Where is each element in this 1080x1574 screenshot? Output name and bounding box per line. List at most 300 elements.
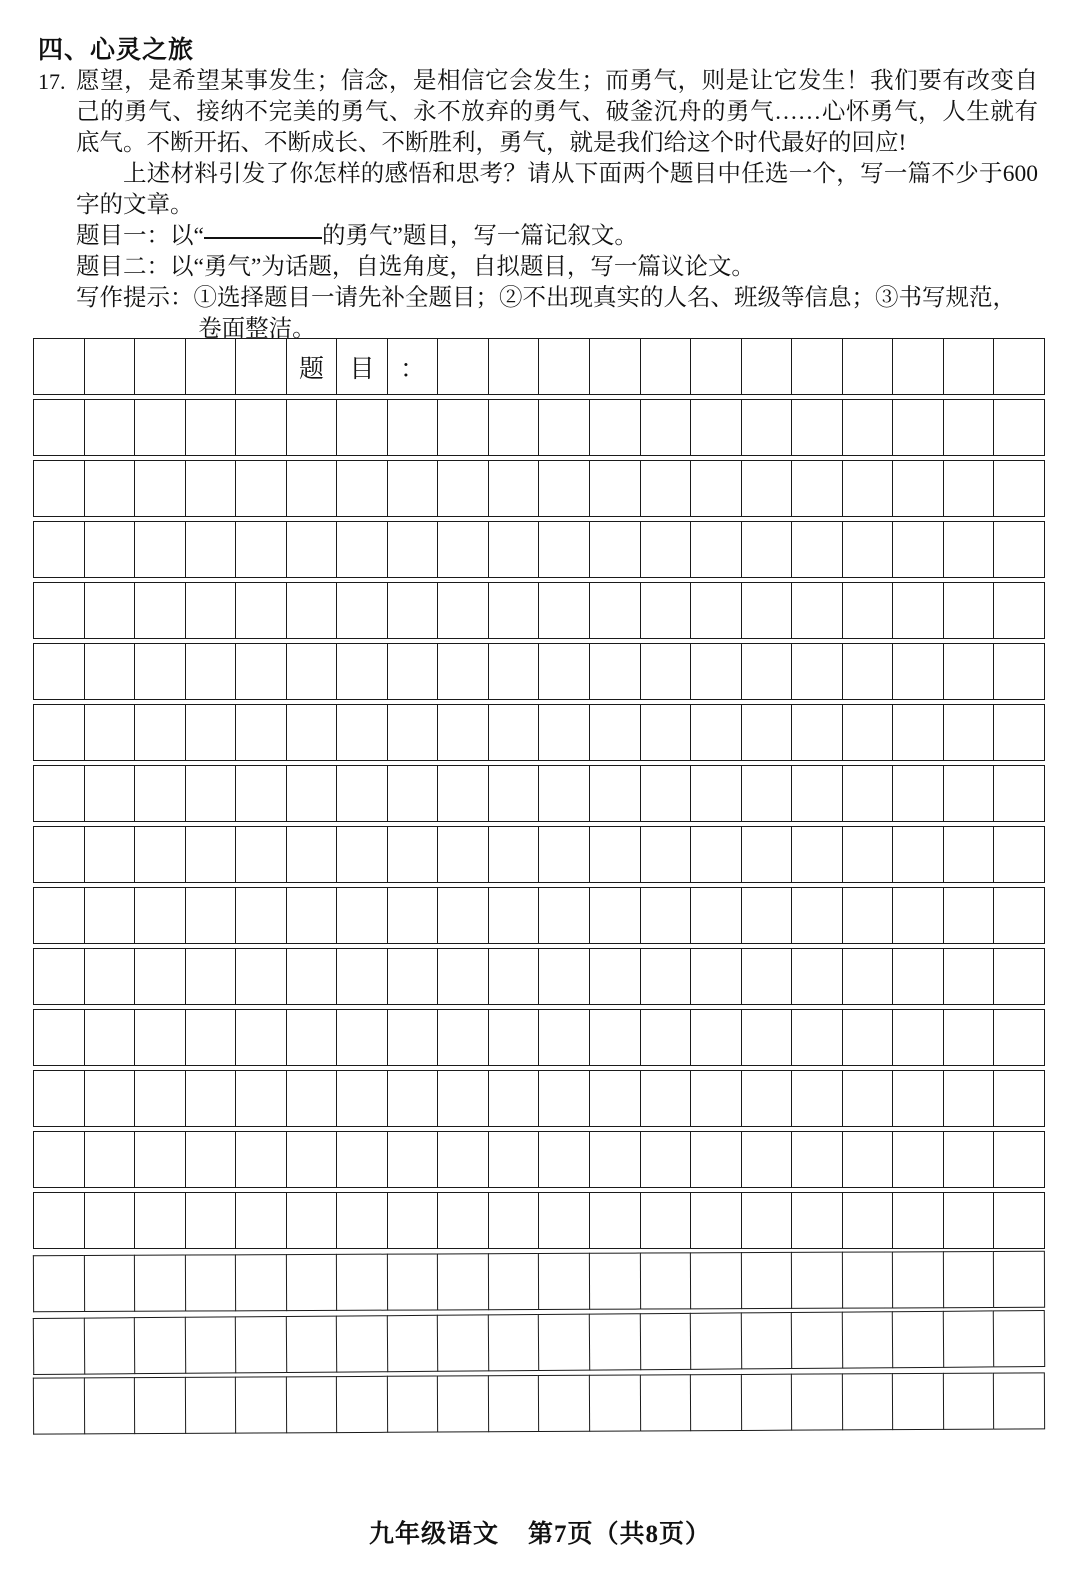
grid-cell[interactable] bbox=[640, 1131, 691, 1188]
grid-row[interactable] bbox=[33, 1192, 1045, 1249]
grid-cell[interactable] bbox=[336, 1131, 387, 1188]
grid-cell[interactable] bbox=[437, 582, 488, 639]
grid-row[interactable] bbox=[33, 521, 1045, 578]
grid-cell[interactable] bbox=[235, 704, 286, 761]
grid-cell[interactable] bbox=[33, 338, 84, 395]
grid-row[interactable] bbox=[33, 826, 1045, 883]
grid-cell[interactable] bbox=[842, 765, 893, 822]
grid-cell[interactable] bbox=[791, 826, 842, 883]
grid-cell[interactable] bbox=[33, 1131, 84, 1188]
grid-cell[interactable] bbox=[538, 704, 589, 761]
grid-cell[interactable] bbox=[387, 521, 438, 578]
grid-cell[interactable] bbox=[33, 765, 84, 822]
grid-cell[interactable] bbox=[235, 521, 286, 578]
grid-cell[interactable] bbox=[690, 765, 741, 822]
grid-cell[interactable] bbox=[185, 582, 236, 639]
grid-cell[interactable] bbox=[235, 948, 286, 1005]
grid-cell[interactable] bbox=[83, 1377, 134, 1434]
grid-cell[interactable] bbox=[538, 1131, 589, 1188]
grid-cell[interactable] bbox=[538, 460, 589, 517]
grid-cell[interactable] bbox=[993, 887, 1045, 944]
grid-cell[interactable] bbox=[387, 399, 438, 456]
grid-cell[interactable] bbox=[842, 1373, 893, 1430]
grid-cell[interactable] bbox=[690, 826, 741, 883]
grid-cell[interactable] bbox=[791, 1312, 842, 1369]
grid-cell[interactable] bbox=[437, 704, 488, 761]
grid-cell[interactable] bbox=[134, 1070, 185, 1127]
grid-cell[interactable] bbox=[943, 521, 994, 578]
grid-cell[interactable] bbox=[640, 1070, 691, 1127]
grid-cell[interactable] bbox=[185, 1070, 236, 1127]
grid-cell[interactable] bbox=[387, 887, 438, 944]
grid-cell[interactable] bbox=[741, 1374, 792, 1431]
grid-cell[interactable] bbox=[235, 399, 286, 456]
grid-cell[interactable] bbox=[741, 338, 792, 395]
grid-cell[interactable] bbox=[892, 521, 943, 578]
grid-cell[interactable] bbox=[842, 1009, 893, 1066]
grid-cell[interactable] bbox=[387, 704, 438, 761]
grid-cell[interactable] bbox=[33, 1070, 84, 1127]
grid-cell[interactable] bbox=[286, 765, 337, 822]
grid-cell[interactable] bbox=[589, 1253, 640, 1310]
grid-cell[interactable] bbox=[640, 1009, 691, 1066]
grid-cell[interactable] bbox=[286, 1254, 337, 1311]
grid-cell[interactable] bbox=[993, 399, 1045, 456]
grid-cell[interactable] bbox=[640, 948, 691, 1005]
grid-cell[interactable] bbox=[134, 1131, 185, 1188]
grid-cell[interactable] bbox=[185, 460, 236, 517]
grid-cell[interactable] bbox=[538, 1070, 589, 1127]
grid-cell[interactable] bbox=[690, 948, 741, 1005]
grid-cell[interactable] bbox=[33, 887, 84, 944]
grid-cell[interactable] bbox=[387, 460, 438, 517]
grid-row[interactable] bbox=[33, 887, 1045, 944]
grid-cell[interactable]: 目 bbox=[336, 338, 387, 395]
grid-cell[interactable] bbox=[336, 582, 387, 639]
grid-cell[interactable] bbox=[993, 1192, 1045, 1249]
grid-cell[interactable] bbox=[791, 399, 842, 456]
grid-cell[interactable] bbox=[842, 1070, 893, 1127]
grid-cell[interactable] bbox=[488, 1375, 539, 1432]
grid-row[interactable] bbox=[33, 643, 1045, 700]
grid-cell[interactable] bbox=[134, 1192, 185, 1249]
grid-cell[interactable] bbox=[892, 338, 943, 395]
grid-cell[interactable] bbox=[286, 948, 337, 1005]
grid-cell[interactable] bbox=[185, 1131, 236, 1188]
grid-cell[interactable] bbox=[943, 826, 994, 883]
grid-cell[interactable] bbox=[791, 948, 842, 1005]
grid-cell[interactable] bbox=[84, 1192, 135, 1249]
grid-cell[interactable] bbox=[791, 643, 842, 700]
grid-cell[interactable] bbox=[286, 1131, 337, 1188]
grid-cell[interactable] bbox=[185, 704, 236, 761]
grid-cell[interactable] bbox=[437, 460, 488, 517]
grid-cell[interactable] bbox=[185, 1254, 236, 1311]
grid-cell[interactable] bbox=[943, 643, 994, 700]
grid-cell[interactable] bbox=[185, 399, 236, 456]
grid-cell[interactable] bbox=[892, 1131, 943, 1188]
grid-cell[interactable] bbox=[943, 948, 994, 1005]
grid-cell[interactable] bbox=[33, 1377, 84, 1434]
grid-cell[interactable] bbox=[640, 582, 691, 639]
grid-cell[interactable] bbox=[286, 1070, 337, 1127]
grid-cell[interactable] bbox=[84, 460, 135, 517]
grid-cell[interactable] bbox=[33, 582, 84, 639]
grid-cell[interactable]: 题 bbox=[286, 338, 337, 395]
grid-cell[interactable] bbox=[488, 1314, 539, 1371]
grid-cell[interactable] bbox=[892, 1070, 943, 1127]
grid-cell[interactable] bbox=[83, 1255, 134, 1312]
grid-cell[interactable] bbox=[235, 1254, 286, 1311]
grid-cell[interactable] bbox=[286, 582, 337, 639]
grid-cell[interactable] bbox=[842, 948, 893, 1005]
grid-cell[interactable] bbox=[741, 948, 792, 1005]
grid-cell[interactable] bbox=[892, 1192, 943, 1249]
grid-cell[interactable] bbox=[488, 948, 539, 1005]
grid-cell[interactable] bbox=[640, 338, 691, 395]
grid-cell[interactable] bbox=[437, 399, 488, 456]
grid-cell[interactable] bbox=[84, 643, 135, 700]
grid-cell[interactable] bbox=[387, 1315, 438, 1372]
grid-cell[interactable] bbox=[943, 765, 994, 822]
grid-cell[interactable] bbox=[589, 887, 640, 944]
grid-cell[interactable] bbox=[286, 1192, 337, 1249]
grid-cell[interactable] bbox=[993, 704, 1045, 761]
grid-cell[interactable] bbox=[33, 826, 84, 883]
grid-cell[interactable] bbox=[639, 1313, 690, 1370]
grid-cell[interactable] bbox=[235, 582, 286, 639]
grid-cell[interactable] bbox=[791, 1373, 842, 1430]
grid-cell[interactable] bbox=[538, 1314, 589, 1371]
grid-cell[interactable] bbox=[589, 521, 640, 578]
grid-cell[interactable] bbox=[538, 887, 589, 944]
grid-cell[interactable] bbox=[589, 338, 640, 395]
grid-cell[interactable] bbox=[84, 1131, 135, 1188]
grid-cell[interactable] bbox=[488, 826, 539, 883]
grid-cell[interactable] bbox=[791, 1192, 842, 1249]
grid-cell[interactable] bbox=[690, 338, 741, 395]
grid-cell[interactable] bbox=[538, 338, 589, 395]
grid-cell[interactable] bbox=[589, 460, 640, 517]
grid-cell[interactable] bbox=[640, 704, 691, 761]
grid-cell[interactable] bbox=[286, 887, 337, 944]
grid-cell[interactable] bbox=[538, 1253, 589, 1310]
grid-cell[interactable] bbox=[134, 765, 185, 822]
grid-cell[interactable] bbox=[387, 948, 438, 1005]
grid-cell[interactable] bbox=[993, 460, 1045, 517]
grid-cell[interactable] bbox=[892, 1311, 943, 1368]
grid-cell[interactable] bbox=[993, 582, 1045, 639]
grid-cell[interactable] bbox=[437, 1375, 488, 1432]
grid-cell[interactable] bbox=[690, 399, 741, 456]
grid-cell[interactable] bbox=[33, 643, 84, 700]
grid-cell[interactable] bbox=[235, 887, 286, 944]
grid-cell[interactable] bbox=[336, 1376, 387, 1433]
grid-cell[interactable] bbox=[892, 1251, 943, 1308]
grid-cell[interactable] bbox=[993, 765, 1045, 822]
grid-cell[interactable] bbox=[943, 1310, 994, 1367]
grid-row[interactable] bbox=[33, 1131, 1045, 1188]
grid-cell[interactable] bbox=[488, 765, 539, 822]
grid-cell[interactable] bbox=[387, 1009, 438, 1066]
grid-cell[interactable] bbox=[134, 460, 185, 517]
grid-cell[interactable] bbox=[235, 1009, 286, 1066]
answer-grid[interactable] bbox=[33, 338, 1045, 1436]
grid-cell[interactable] bbox=[184, 1377, 235, 1434]
grid-cell[interactable] bbox=[943, 1373, 994, 1430]
grid-cell[interactable] bbox=[589, 1009, 640, 1066]
grid-cell[interactable] bbox=[538, 1192, 589, 1249]
grid-cell[interactable] bbox=[336, 1315, 387, 1372]
grid-row[interactable] bbox=[33, 1310, 1045, 1375]
grid-cell[interactable] bbox=[741, 399, 792, 456]
grid-cell[interactable] bbox=[791, 521, 842, 578]
grid-cell[interactable] bbox=[538, 399, 589, 456]
grid-cell[interactable] bbox=[185, 338, 236, 395]
grid-cell[interactable] bbox=[488, 582, 539, 639]
grid-cell[interactable] bbox=[741, 582, 792, 639]
grid-cell[interactable] bbox=[589, 1131, 640, 1188]
grid-cell[interactable] bbox=[336, 826, 387, 883]
grid-cell[interactable] bbox=[943, 704, 994, 761]
grid-cell[interactable] bbox=[589, 1192, 640, 1249]
grid-cell[interactable] bbox=[842, 1192, 893, 1249]
grid-cell[interactable] bbox=[84, 765, 135, 822]
grid-row[interactable] bbox=[33, 1070, 1045, 1127]
grid-cell[interactable] bbox=[387, 582, 438, 639]
grid-cell[interactable] bbox=[185, 948, 236, 1005]
grid-cell[interactable] bbox=[286, 1009, 337, 1066]
grid-cell[interactable] bbox=[842, 582, 893, 639]
grid-cell[interactable] bbox=[488, 338, 539, 395]
grid-cell[interactable] bbox=[892, 887, 943, 944]
grid-cell[interactable] bbox=[741, 765, 792, 822]
grid-cell[interactable] bbox=[336, 643, 387, 700]
grid-cell[interactable] bbox=[538, 948, 589, 1005]
grid-cell[interactable] bbox=[741, 887, 792, 944]
grid-cell[interactable] bbox=[741, 1009, 792, 1066]
grid-cell[interactable] bbox=[235, 826, 286, 883]
grid-cell[interactable] bbox=[235, 338, 286, 395]
grid-cell[interactable] bbox=[33, 1192, 84, 1249]
grid-cell[interactable] bbox=[690, 1131, 741, 1188]
grid-cell[interactable] bbox=[336, 887, 387, 944]
grid-cell[interactable] bbox=[84, 1070, 135, 1127]
grid-cell[interactable] bbox=[842, 704, 893, 761]
grid-cell[interactable] bbox=[488, 643, 539, 700]
grid-cell[interactable] bbox=[387, 1192, 438, 1249]
grid-cell[interactable] bbox=[639, 1374, 690, 1431]
grid-cell[interactable] bbox=[33, 1318, 84, 1375]
grid-cell[interactable] bbox=[842, 826, 893, 883]
grid-cell[interactable] bbox=[387, 1070, 438, 1127]
grid-cell[interactable] bbox=[791, 460, 842, 517]
grid-cell[interactable] bbox=[235, 1376, 286, 1433]
grid-cell[interactable] bbox=[993, 1372, 1045, 1429]
grid-cell[interactable] bbox=[488, 399, 539, 456]
grid-row[interactable] bbox=[33, 460, 1045, 517]
grid-cell[interactable] bbox=[791, 1252, 842, 1309]
grid-cell[interactable] bbox=[741, 1131, 792, 1188]
grid-cell[interactable] bbox=[235, 1316, 286, 1373]
grid-cell[interactable] bbox=[943, 1251, 994, 1308]
grid-cell[interactable] bbox=[33, 399, 84, 456]
grid-cell[interactable] bbox=[134, 582, 185, 639]
grid-cell[interactable] bbox=[690, 643, 741, 700]
grid-cell[interactable] bbox=[33, 1009, 84, 1066]
grid-cell[interactable] bbox=[993, 826, 1045, 883]
grid-cell[interactable] bbox=[943, 1192, 994, 1249]
grid-cell[interactable] bbox=[134, 1377, 185, 1434]
grid-cell[interactable] bbox=[286, 704, 337, 761]
grid-cell[interactable] bbox=[387, 643, 438, 700]
grid-cell[interactable] bbox=[185, 521, 236, 578]
grid-cell[interactable] bbox=[640, 399, 691, 456]
grid-row[interactable] bbox=[33, 1251, 1045, 1312]
grid-cell[interactable] bbox=[791, 704, 842, 761]
grid-cell[interactable] bbox=[488, 1070, 539, 1127]
grid-cell[interactable] bbox=[437, 1009, 488, 1066]
grid-cell[interactable] bbox=[690, 521, 741, 578]
grid-cell[interactable] bbox=[741, 1192, 792, 1249]
grid-cell[interactable] bbox=[741, 1252, 792, 1309]
grid-cell[interactable] bbox=[134, 643, 185, 700]
grid-cell[interactable] bbox=[993, 1009, 1045, 1066]
grid-cell[interactable] bbox=[336, 1009, 387, 1066]
grid-cell[interactable] bbox=[437, 521, 488, 578]
grid-cell[interactable] bbox=[690, 887, 741, 944]
grid-row[interactable] bbox=[33, 399, 1045, 456]
grid-cell[interactable] bbox=[538, 826, 589, 883]
grid-cell[interactable] bbox=[235, 643, 286, 700]
grid-cell[interactable] bbox=[943, 1070, 994, 1127]
grid-cell[interactable] bbox=[336, 765, 387, 822]
grid-cell[interactable] bbox=[538, 765, 589, 822]
grid-cell[interactable] bbox=[437, 1131, 488, 1188]
grid-cell[interactable] bbox=[842, 643, 893, 700]
grid-cell[interactable] bbox=[690, 1312, 741, 1369]
grid-cell[interactable] bbox=[134, 338, 185, 395]
grid-row[interactable] bbox=[33, 582, 1045, 639]
grid-cell[interactable] bbox=[993, 1310, 1045, 1367]
grid-cell[interactable] bbox=[640, 826, 691, 883]
grid-cell[interactable] bbox=[235, 1070, 286, 1127]
grid-cell[interactable] bbox=[993, 948, 1045, 1005]
grid-cell[interactable] bbox=[892, 704, 943, 761]
grid-cell[interactable] bbox=[185, 1192, 236, 1249]
grid-cell[interactable] bbox=[437, 826, 488, 883]
grid-cell[interactable] bbox=[892, 1009, 943, 1066]
grid-cell[interactable] bbox=[488, 1009, 539, 1066]
grid-cell[interactable] bbox=[134, 704, 185, 761]
grid-cell[interactable] bbox=[437, 948, 488, 1005]
grid-cell[interactable] bbox=[690, 1070, 741, 1127]
grid-cell[interactable] bbox=[84, 338, 135, 395]
grid-cell[interactable] bbox=[943, 1131, 994, 1188]
grid-cell[interactable] bbox=[134, 948, 185, 1005]
grid-cell[interactable] bbox=[336, 399, 387, 456]
grid-cell[interactable] bbox=[84, 948, 135, 1005]
grid-cell[interactable] bbox=[286, 826, 337, 883]
grid-cell[interactable] bbox=[286, 460, 337, 517]
grid-cell[interactable] bbox=[286, 521, 337, 578]
grid-cell[interactable] bbox=[589, 1313, 640, 1370]
grid-cell[interactable] bbox=[437, 1070, 488, 1127]
grid-cell[interactable] bbox=[640, 643, 691, 700]
grid-row[interactable] bbox=[33, 948, 1045, 1005]
grid-cell[interactable] bbox=[134, 887, 185, 944]
grid-cell[interactable] bbox=[589, 1374, 640, 1431]
grid-cell[interactable] bbox=[892, 460, 943, 517]
grid-row[interactable] bbox=[33, 765, 1045, 822]
grid-cell[interactable] bbox=[943, 1009, 994, 1066]
grid-cell[interactable] bbox=[791, 338, 842, 395]
grid-cell[interactable] bbox=[286, 643, 337, 700]
grid-cell[interactable] bbox=[437, 643, 488, 700]
grid-cell[interactable] bbox=[589, 643, 640, 700]
grid-cell[interactable] bbox=[488, 1253, 539, 1310]
grid-cell[interactable] bbox=[690, 1374, 741, 1431]
grid-cell[interactable] bbox=[134, 1009, 185, 1066]
grid-cell[interactable] bbox=[589, 765, 640, 822]
grid-cell[interactable] bbox=[538, 643, 589, 700]
grid-cell[interactable] bbox=[387, 1131, 438, 1188]
grid-row[interactable] bbox=[33, 704, 1045, 761]
grid-cell[interactable] bbox=[741, 460, 792, 517]
grid-cell[interactable] bbox=[84, 1009, 135, 1066]
grid-cell[interactable] bbox=[33, 1255, 84, 1312]
grid-cell[interactable] bbox=[336, 948, 387, 1005]
grid-cell[interactable] bbox=[33, 704, 84, 761]
grid-cell[interactable] bbox=[387, 765, 438, 822]
grid-row[interactable] bbox=[33, 338, 1045, 395]
grid-cell[interactable] bbox=[640, 887, 691, 944]
grid-cell[interactable] bbox=[33, 460, 84, 517]
grid-cell[interactable] bbox=[640, 1192, 691, 1249]
grid-cell[interactable] bbox=[740, 1312, 791, 1369]
grid-cell[interactable] bbox=[488, 1192, 539, 1249]
grid-cell[interactable] bbox=[538, 1009, 589, 1066]
grid-cell[interactable] bbox=[84, 521, 135, 578]
grid-cell[interactable] bbox=[84, 582, 135, 639]
grid-cell[interactable] bbox=[842, 1131, 893, 1188]
grid-cell[interactable] bbox=[134, 826, 185, 883]
grid-cell[interactable] bbox=[993, 1070, 1045, 1127]
grid-cell[interactable] bbox=[842, 399, 893, 456]
grid-cell[interactable] bbox=[791, 582, 842, 639]
grid-cell[interactable] bbox=[437, 338, 488, 395]
grid-cell[interactable] bbox=[943, 460, 994, 517]
grid-cell[interactable] bbox=[640, 521, 691, 578]
grid-cell[interactable] bbox=[892, 765, 943, 822]
grid-cell[interactable] bbox=[387, 826, 438, 883]
grid-cell[interactable] bbox=[185, 765, 236, 822]
grid-cell[interactable] bbox=[943, 338, 994, 395]
grid-cell[interactable] bbox=[791, 1009, 842, 1066]
grid-cell[interactable] bbox=[488, 460, 539, 517]
grid-row[interactable] bbox=[33, 1009, 1045, 1066]
grid-cell[interactable] bbox=[336, 1254, 387, 1311]
grid-cell[interactable] bbox=[791, 1131, 842, 1188]
grid-cell[interactable] bbox=[336, 460, 387, 517]
grid-cell[interactable] bbox=[488, 521, 539, 578]
grid-cell[interactable] bbox=[488, 887, 539, 944]
grid-cell[interactable] bbox=[690, 1252, 741, 1309]
grid-cell[interactable] bbox=[336, 1192, 387, 1249]
grid-cell[interactable] bbox=[134, 521, 185, 578]
grid-cell[interactable] bbox=[538, 582, 589, 639]
grid-cell[interactable] bbox=[690, 460, 741, 517]
